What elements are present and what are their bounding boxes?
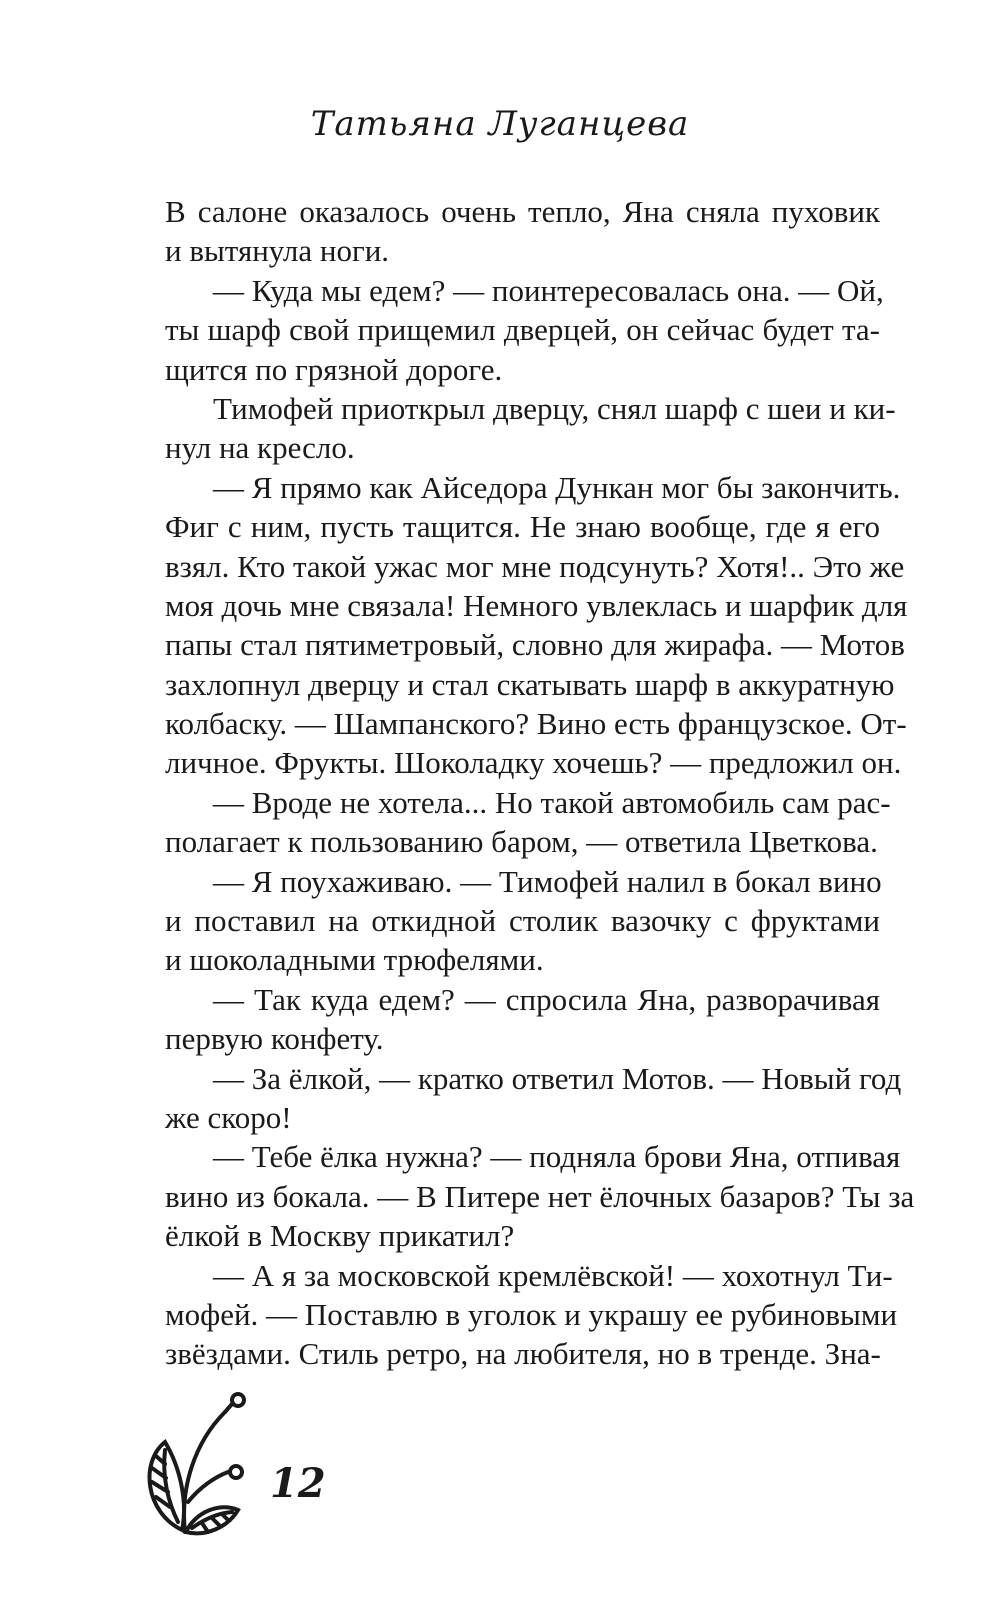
text-line: и вытянула ноги. xyxy=(165,233,390,269)
text-line: папы стал пятиметровый, словно для жирафа. — Мотов xyxy=(165,627,905,663)
text-line: первую конфету. xyxy=(165,1021,384,1057)
text-line: же скоро! xyxy=(165,1099,292,1135)
text-line: ёлкой в Москву прикатил? xyxy=(165,1218,515,1254)
text-line: мофей. — Поставлю в уголок и украшу ее рубиновыми xyxy=(165,1296,898,1332)
text-line: колбаску. — Шампанского? Вино есть французское. От- xyxy=(165,706,907,742)
text-line: — Куда мы едем? — поинтересовалась она. — Ой, xyxy=(213,272,884,308)
text-line: щится по грязной дороге. xyxy=(165,351,503,387)
text-line: — Я прямо как Айседора Дункан мог бы закончить. xyxy=(213,469,901,505)
page-number: 12 xyxy=(270,1460,326,1507)
text-line: — Тебе ёлка нужна? — подняла брови Яна, отпивая xyxy=(213,1139,901,1175)
text-line: — А я за московской кремлёвской! — хохотнул Ти- xyxy=(213,1257,893,1293)
text-line: — Вроде не хотела... Но такой автомобиль сам рас- xyxy=(213,784,891,820)
text-line: и шоколадными трюфелями. xyxy=(165,942,544,978)
text-line: нул на кресло. xyxy=(165,430,355,466)
text-line: — Так куда едем? — спросила Яна, разворачивая xyxy=(213,981,880,1017)
text-line: — Я поухаживаю. — Тимофей налил в бокал вино xyxy=(213,863,882,899)
text-line: личное. Фрукты. Шоколадку хочешь? — предложил он. xyxy=(165,745,902,781)
text-line: звёздами. Стиль ретро, на любителя, но в тренде. Зна- xyxy=(165,1336,881,1372)
running-header: Татьяна Луганцева xyxy=(310,104,690,144)
text-line: В салоне оказалось очень тепло, Яна сняла пуховик xyxy=(165,194,880,229)
text-line: полагает к пользованию баром, — ответила Цветкова. xyxy=(165,824,878,860)
text-line: ты шарф свой прищемил дверцей, он сейчас будет та- xyxy=(165,312,880,348)
page-footer xyxy=(140,1392,360,1542)
floral-ornament-icon xyxy=(140,1392,270,1542)
text-line: моя дочь мне связала! Немного увлеклась и шарфик для xyxy=(165,587,908,623)
text-line: захлопнул дверцу и стал скатывать шарф в аккуратную xyxy=(165,666,895,702)
text-line: и поставил на откидной столик вазочку с фруктами xyxy=(165,903,880,939)
body-text xyxy=(165,192,915,1374)
text-line: — За ёлкой, — кратко ответил Мотов. — Новый год xyxy=(213,1060,902,1096)
text-line: вино из бокала. — В Питере нет ёлочных базаров? Ты за xyxy=(165,1178,915,1214)
text-line: взял. Кто такой ужас мог мне подсунуть? Хотя!.. Это же xyxy=(165,548,905,584)
text-line: Фиг с ним, пусть тащится. Не знаю вообще, где я его xyxy=(165,509,880,545)
text-line: Тимофей приоткрыл дверцу, снял шарф с шеи и ки- xyxy=(213,390,896,426)
